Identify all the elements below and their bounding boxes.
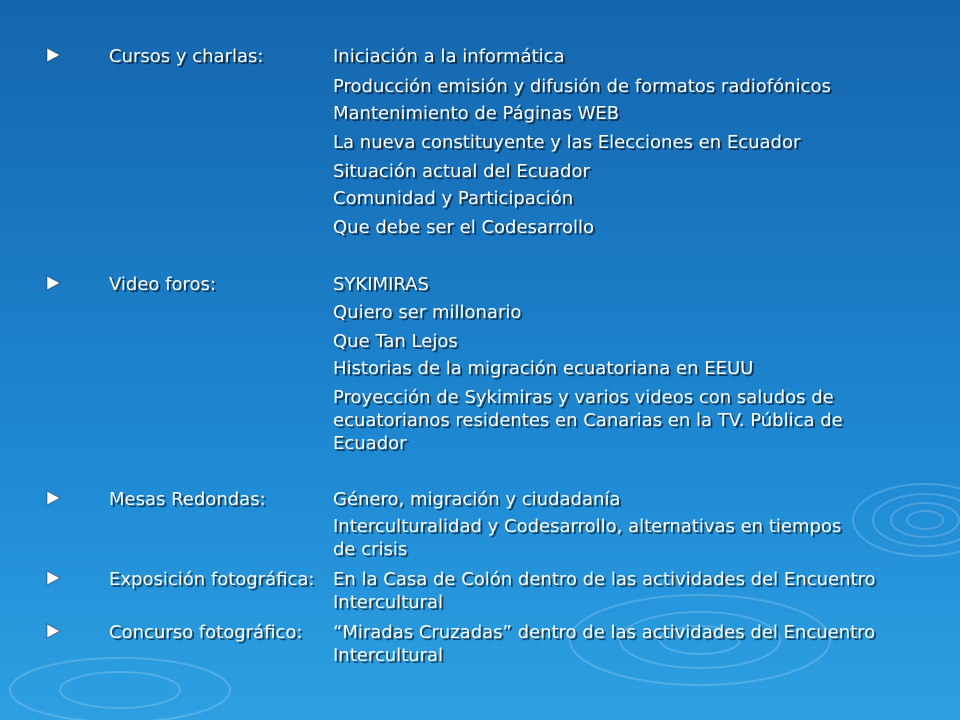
list-item: En la Casa de Colón dentro de las actividades del Encuentro xyxy=(333,569,876,590)
list-item: Que Tan Lejos xyxy=(333,331,458,352)
list-item: Intercultural xyxy=(333,592,444,613)
list-item: Proyección de Sykimiras y varios videos con saludos de xyxy=(333,387,834,408)
list-item: ecuatorianos residentes en Canarias en la TV. Pública de xyxy=(333,410,843,431)
list-item: Comunidad y Participación xyxy=(333,188,574,209)
section-label: Concurso fotográfico: xyxy=(109,622,303,643)
list-item: Ecuador xyxy=(333,433,407,454)
section-video-foros xyxy=(0,272,960,298)
list-item: Intercultural xyxy=(333,645,444,666)
list-item: Producción emisión y difusión de formatos radiofónicos xyxy=(333,76,831,97)
arrow-bullet-icon xyxy=(44,274,62,292)
list-item: de crisis xyxy=(333,539,408,560)
section-mesas-redondas xyxy=(0,487,960,513)
section-label: Exposición fotográfica: xyxy=(109,569,315,590)
section-cursos-y-charlas xyxy=(0,44,960,70)
list-item: SYKIMIRAS xyxy=(333,274,429,295)
list-item: Mantenimiento de Páginas WEB xyxy=(333,103,620,124)
list-item: Historias de la migración ecuatoriana en EEUU xyxy=(333,358,754,379)
section-label: Cursos y charlas: xyxy=(109,46,264,67)
list-item: Iniciación a la informática xyxy=(333,46,565,67)
list-item: Que debe ser el Codesarrollo xyxy=(333,217,595,238)
list-item: Situación actual del Ecuador xyxy=(333,161,590,182)
arrow-bullet-icon xyxy=(44,622,62,640)
list-item: La nueva constituyente y las Elecciones en Ecuador xyxy=(333,132,801,153)
arrow-bullet-icon xyxy=(44,569,62,587)
list-item: “Miradas Cruzadas” dentro de las actividades del Encuentro xyxy=(333,622,876,643)
arrow-bullet-icon xyxy=(44,489,62,507)
section-label: Mesas Redondas: xyxy=(109,489,266,510)
section-label: Video foros: xyxy=(109,274,216,295)
list-item: Género, migración y ciudadanía xyxy=(333,489,621,510)
arrow-bullet-icon xyxy=(44,46,62,64)
list-item: Quiero ser millonario xyxy=(333,302,522,323)
list-item: Interculturalidad y Codesarrollo, alternativas en tiempos xyxy=(333,516,842,537)
